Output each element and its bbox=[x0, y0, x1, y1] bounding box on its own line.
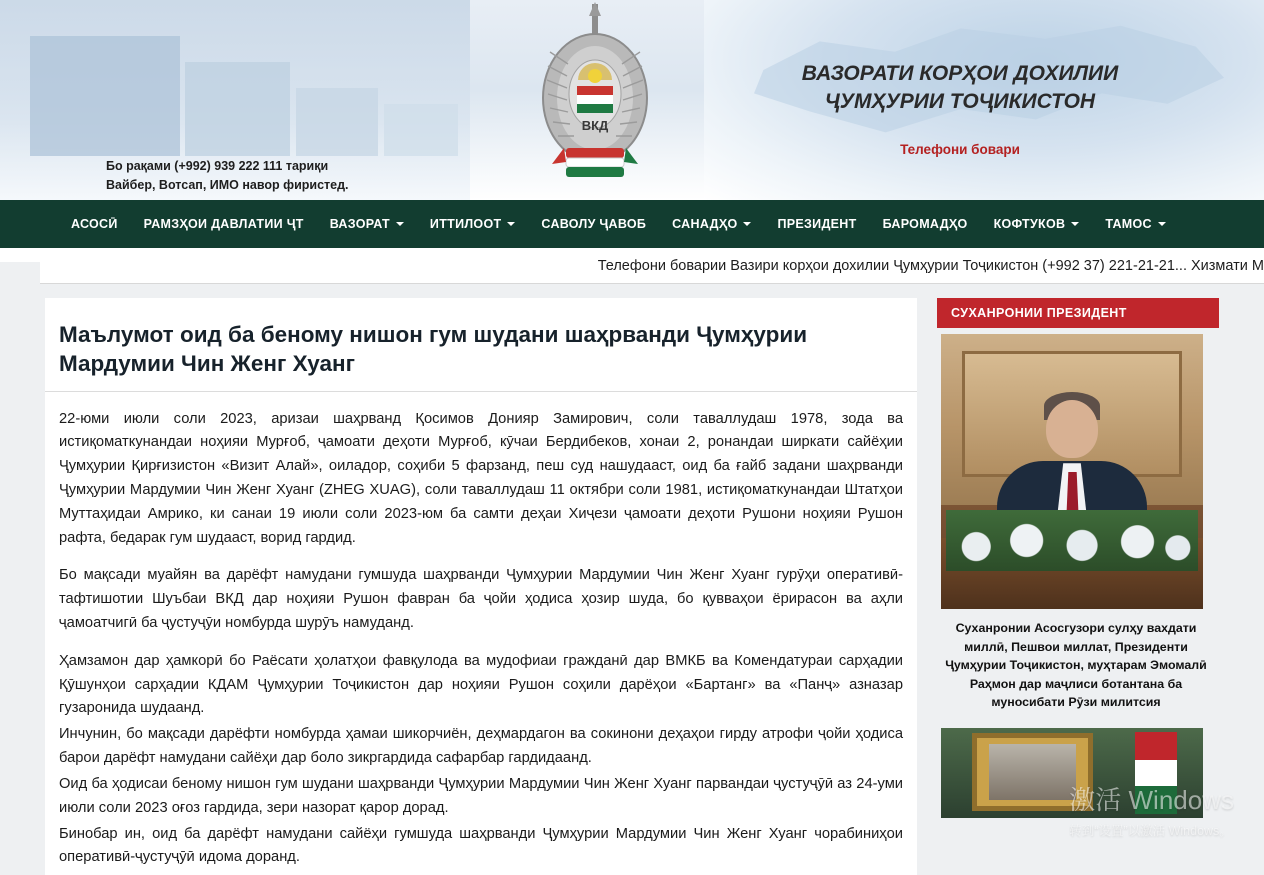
building-illustration-4 bbox=[384, 104, 458, 156]
nav-item-state-symbols[interactable] bbox=[131, 200, 317, 248]
chevron-down-icon bbox=[507, 222, 515, 226]
nav-item-information[interactable] bbox=[417, 200, 529, 248]
viber-note bbox=[106, 157, 349, 195]
chevron-down-icon bbox=[1071, 222, 1079, 226]
viber-note-line1: Бо рақами (+992) 939 222 111 тариқи bbox=[106, 159, 329, 173]
nav-item-label: ПРЕЗИДЕНТ bbox=[777, 217, 857, 231]
nav-item-speeches[interactable] bbox=[870, 200, 981, 248]
trust-phone-label: Телефони бовари bbox=[900, 142, 1020, 157]
main-navigation bbox=[0, 200, 1264, 248]
secondary-photo[interactable] bbox=[941, 728, 1203, 818]
ministry-title-line2: ҶУМҲУРИИ ТОҶИКИСТОН bbox=[824, 90, 1096, 114]
flag-icon bbox=[1135, 732, 1177, 815]
nav-item-asosi[interactable] bbox=[58, 200, 131, 248]
watermark-line2: 转到“设置”以激活 Windows。 bbox=[1069, 824, 1232, 838]
nav-item-label: ВАЗОРАТ bbox=[329, 217, 390, 231]
chevron-down-icon bbox=[1158, 222, 1166, 226]
site-header bbox=[0, 0, 1264, 200]
chevron-down-icon bbox=[396, 222, 404, 226]
article-paragraph: Ҳамзамон дар ҳамкорӣ бо Раёсати ҳолатҳои фавқулода ва мудофиаи гражданӣ дар ВМКБ ва Комендатураи сарҳадии Қӯшунҳои сарҳадии КДАМ Ҷумҳурии Тоҷикистон дар ноҳияи Рушон соҳили дарёҳои «Бартанг» ва «Панҷ» азназар гузаронида шудаанд. bbox=[59, 652, 903, 717]
nav-item-label: ТАМОС bbox=[1105, 217, 1152, 231]
news-ticker bbox=[0, 248, 1264, 284]
nav-item-ministry[interactable] bbox=[317, 200, 417, 248]
nav-item-search[interactable] bbox=[981, 200, 1093, 248]
nav-item-label: САВОЛУ ҶАВОБ bbox=[541, 217, 647, 231]
photo-flowers bbox=[946, 510, 1198, 571]
article-body bbox=[45, 408, 917, 871]
president-photo[interactable] bbox=[941, 334, 1203, 609]
article-paragraph: Бо мақсади муайян ва дарёфт намудани гумшуда шаҳрванди Ҷумҳурии Мардумии Чин Женг Хуанг гурӯҳи оперативӣ-тафтишотии Шуъбаи ВКД дар ноҳияи Рушон фавран ба ҷойи ҳодиса ҳозир шуда, бо қувваҳои ёрирасон ва аҳли ҷамоатчигӣ ба ҷустуҷӯи номбурда шурӯъ намуданд. bbox=[59, 567, 903, 631]
secondary-photo-frame bbox=[972, 733, 1093, 810]
president-figure-head bbox=[1046, 400, 1098, 458]
ministry-emblem-icon bbox=[520, 2, 670, 198]
nav-item-faq[interactable] bbox=[528, 200, 659, 248]
nav-item-label: БАРОМАДҲО bbox=[882, 217, 968, 231]
nav-item-label: РАМЗҲОИ ДАВЛАТИИ ҶТ bbox=[143, 217, 304, 231]
page-title: Маълумот оид ба беному нишон гум шудани шаҳрванди Ҷумҳурии Мардумии Чин Женг Хуанг bbox=[45, 320, 917, 392]
building-illustration-2 bbox=[185, 62, 290, 156]
ministry-title-line1: ВАЗОРАТИ КОРҲОИ ДОХИЛИИ bbox=[801, 62, 1119, 85]
ticker-text: Телефони боварии Вазири корҳои дохилии Ҷумҳурии Тоҷикистон (+992 37) 221-21-21... Хизмати М bbox=[597, 257, 1264, 274]
building-illustration-3 bbox=[296, 88, 378, 156]
sidebar bbox=[937, 298, 1219, 875]
nav-item-label: АСОСӢ bbox=[71, 217, 118, 231]
widget-header-president-speech: СУХАНРОНИИ ПРЕЗИДЕНТ bbox=[937, 298, 1219, 328]
chevron-down-icon bbox=[743, 222, 751, 226]
article-paragraph: Бинобар ин, оид ба дарёфт намудани сайёҳи гумшуда шаҳрванди Ҷумҳурии Мардумии Чин Женг Хуанг чорабиниҳои оперативӣ-ҷустуҷӯӣ идома доранд. bbox=[59, 825, 903, 866]
president-photo-caption: Суханронии Асосгузори сулҳу вахдати миллӣ, Пешвои миллат, Президенти Ҷумҳурии Тоҷикистон, муҳтарам Эмомалӣ Раҳмон дар маҷлиси ботантана ба муносибати Рӯзи милитсия bbox=[945, 621, 1207, 710]
watermark-line1: 激活 Windows bbox=[1069, 785, 1234, 815]
nav-item-contact[interactable] bbox=[1092, 200, 1179, 248]
article-paragraph: Инчунин, бо мақсади дарёфти номбурда ҳамаи шикорчиён, деҳмардагон ва сокинони деҳаҳои гирду атрофи ҷойи ҳодиса барои дарёфт намудани сайёҳи дар боло зикргардида сафарбар гардидаанд. bbox=[59, 726, 903, 767]
article-container bbox=[45, 298, 917, 875]
left-gutter bbox=[0, 262, 40, 875]
nav-item-label: ИТТИЛООТ bbox=[429, 217, 502, 231]
secondary-photo-portrait bbox=[989, 744, 1076, 800]
nav-item-label: САНАДҲО bbox=[672, 217, 738, 231]
page-body bbox=[0, 284, 1264, 875]
viber-note-line2: Вайбер, Вотсап, ИМО навор фиристед. bbox=[106, 177, 349, 192]
svg-text:ВКД: ВКД bbox=[581, 118, 609, 133]
nav-item-documents[interactable] bbox=[659, 200, 764, 248]
ministry-title bbox=[700, 60, 1220, 117]
nav-item-label: КОФТУКОВ bbox=[993, 217, 1066, 231]
article-paragraph: 22-юми июли соли 2023, аризаи шаҳрванд Қосимов Донияр Замирович, соли таваллудаш 1978, зода ва истиқоматкунандаи ноҳияи Мурғоб, ҷамоати деҳоти Мурғоб, кӯчаи Бердибеков, хонаи 2, ронандаи ширкати сайёҳии Ҷумҳурии Қирғизистон «Визит Алай», оиладор, соҳиби 5 фарзанд, пеш суд нашудааст, оид ба ғайб задани шаҳрванди Ҷумҳурии Мардумии Чин Женг Хуанг (ZHEG XUAG), соли таваллудаш 11 октябри соли 1981, истиқоматкунандаи Штатҳои Муттаҳидаи Амрико, ки санаи 19 июли соли 2023-юм ба самти деҳаи Хиҷези ҷамоати деҳоти Рушони ноҳияи Рушон рафта, бедарак гум шудааст, ворид гардид. bbox=[59, 410, 903, 546]
article-paragraph: Оид ба ҳодисаи беному нишон гум шудани шаҳрванди Ҷумҳурии Мардумии Чин Женг Хуанг парвандаи ҷустуҷӯӣ аз 24-уми июли соли 2023 оғоз гардида, зери назорат қарор дорад. bbox=[59, 775, 903, 816]
building-illustration-1 bbox=[30, 36, 180, 156]
nav-item-president[interactable] bbox=[764, 200, 869, 248]
